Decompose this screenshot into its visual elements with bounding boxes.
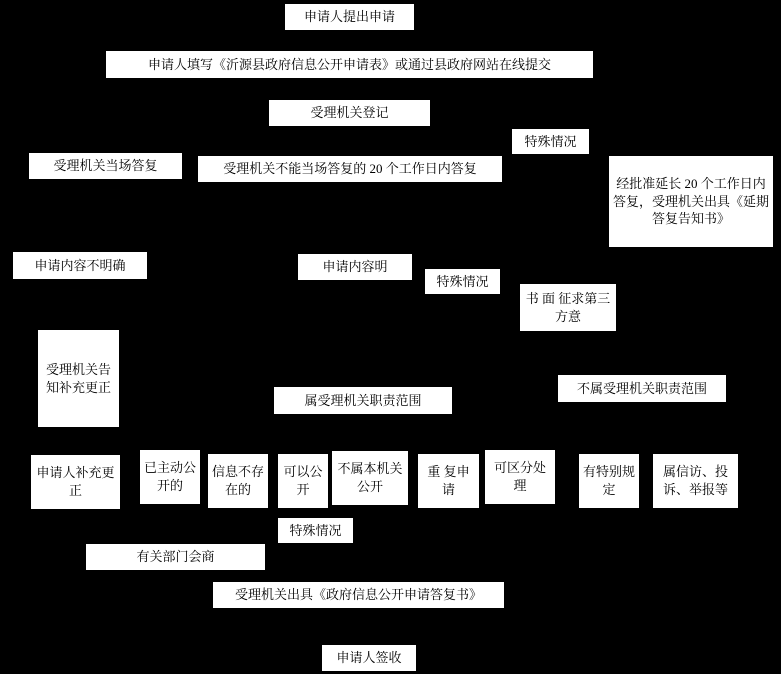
flowchart-node: 受理机关当场答复 xyxy=(28,152,183,180)
flowchart-node: 有特别规定 xyxy=(578,453,640,509)
flowchart-node: 受理机关不能当场答复的 20 个工作日内答复 xyxy=(197,155,503,183)
flowchart-node: 受理机关告知补充更正 xyxy=(37,329,120,428)
flowchart-node: 申请人填写《沂源县政府信息公开申请表》或通过县政府网站在线提交 xyxy=(105,50,594,79)
flowchart-node: 申请内容不明确 xyxy=(12,251,148,280)
flowchart-node: 不属本机关公开 xyxy=(331,450,409,506)
flowchart-node: 经批准延长 20 个工作日内答复，受理机关出具《延期答复告知书》 xyxy=(608,155,774,248)
flowchart-node: 不属受理机关职责范围 xyxy=(557,374,727,403)
flowchart-node: 有关部门会商 xyxy=(85,543,266,571)
flowchart-node: 书 面 征求第三方意 xyxy=(519,283,617,332)
flowchart-node: 特殊情况 xyxy=(511,128,590,155)
flowchart-node: 信息不存在的 xyxy=(207,453,269,509)
flowchart-node: 重 复申请 xyxy=(417,453,480,509)
flowchart-node: 已主动公开的 xyxy=(139,449,201,505)
flowchart-node: 申请内容明 xyxy=(297,253,413,281)
flowchart-node: 申请人签收 xyxy=(321,644,417,672)
flowchart-node: 受理机关登记 xyxy=(268,99,431,127)
flowchart-node: 特殊情况 xyxy=(424,268,501,295)
flowchart-node: 申请人补充更正 xyxy=(30,454,121,510)
flowchart-node: 可以公开 xyxy=(277,453,329,509)
flowchart-node: 属受理机关职责范围 xyxy=(273,386,453,415)
flowchart-node: 受理机关出具《政府信息公开申请答复书》 xyxy=(212,581,505,609)
flowchart-node: 特殊情况 xyxy=(277,517,354,544)
flowchart-node: 申请人提出申请 xyxy=(284,3,415,31)
flowchart-node: 属信访、投诉、举报等 xyxy=(652,453,739,509)
flowchart-node: 可区分处理 xyxy=(484,449,556,505)
